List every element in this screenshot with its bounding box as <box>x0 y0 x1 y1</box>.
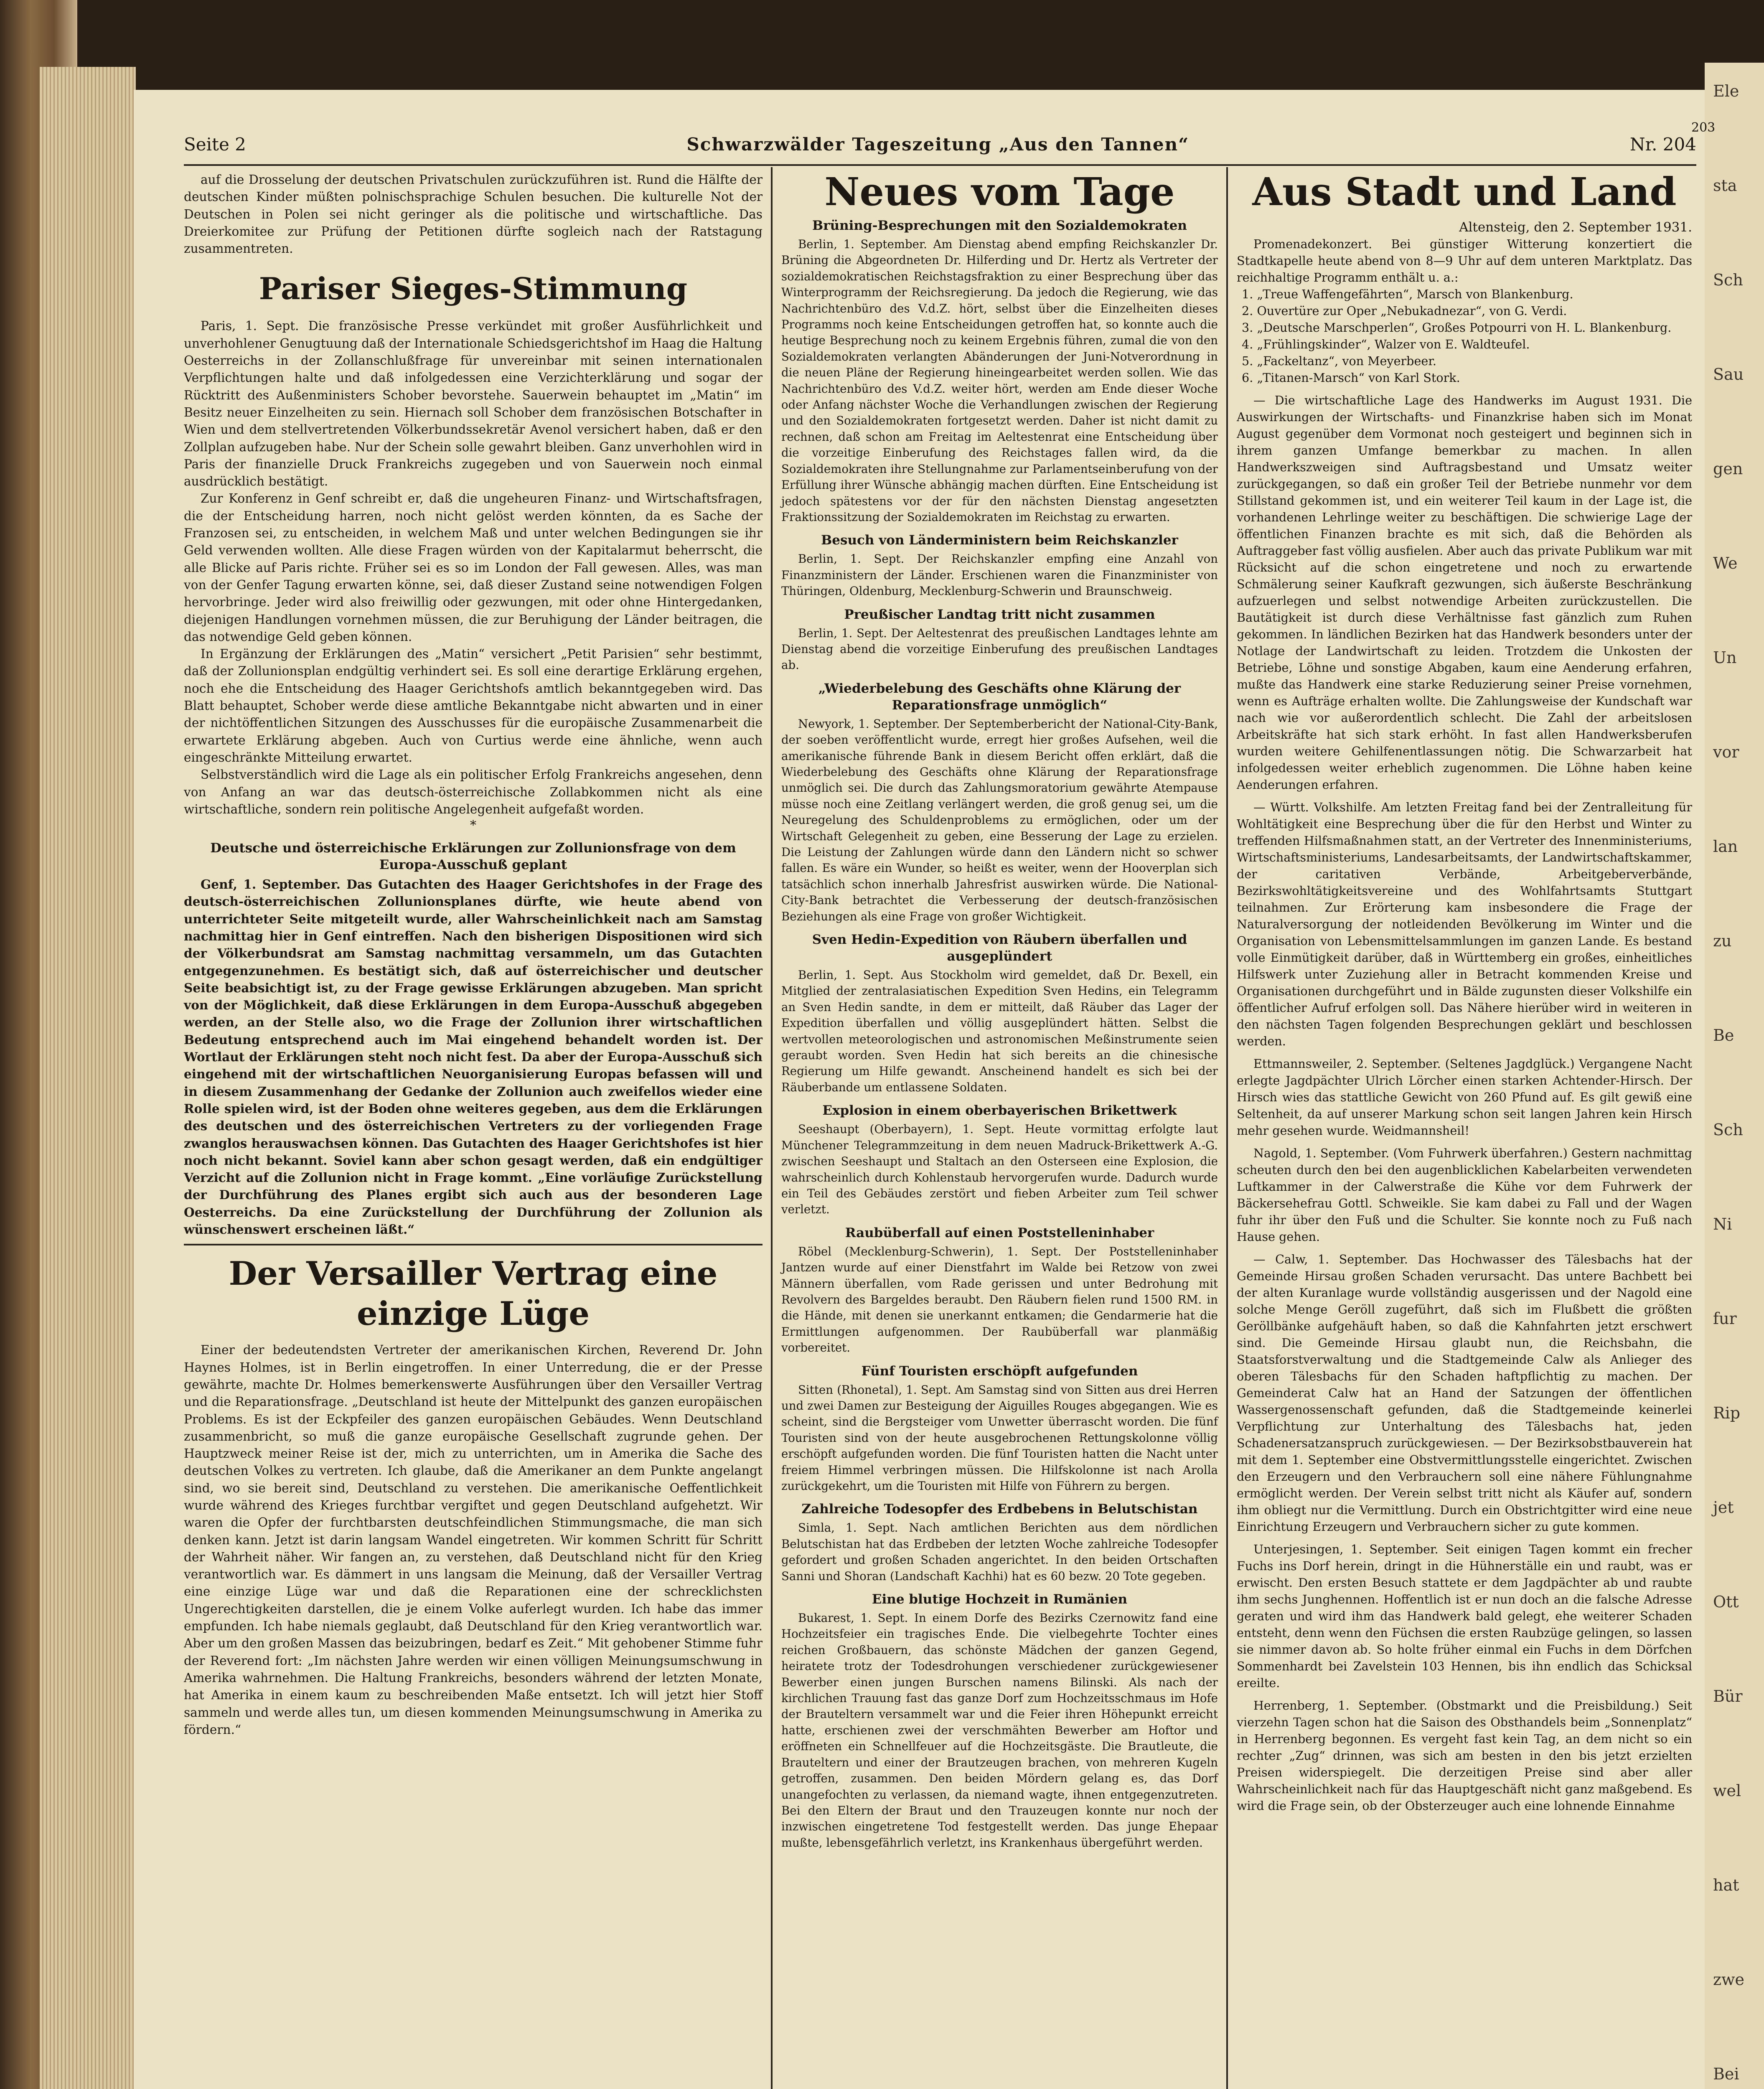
unterjesingen-paragraph: Unterjesingen, 1. September. Seit einigen Tagen kommt ein frecher Fuchs ins Dorf herein, dringt in die Hühnerställe ein und raubt, was er erwischt. Den ersten Besuch stattete er dem Jagdpächter ab und raubte ihm sechs Junghennen. Hoffentlich ist er nun doch an die falsche Adresse geraten und wird ihm das Handwerk bald gelegt, ehe weiterer Schaden entsteht, denn wenn den Füchsen die ersten Raubzüge gelingen, so lassen sie nimmer davon ab. So holte früher einmal ein Fuchs in dem Dörfchen Sommenhardt bei Zavelstein 103 Hennen, bis ihn endlich das Schicksal ereilte. <box>1237 1542 1692 1690</box>
volkshilfe-paragraph: — Württ. Volkshilfe. Am letzten Freitag fand bei der Zentralleitung für Wohltätigkeit eine Besprechung über die für den Herbst und Winter zu treffenden Hilfsmaßnahmen statt, an der Vertreter des Innenministeriums, Wirtschaftsministeriums, Landesarbeitsamts, der Landwirtschaftskammer, der caritativen Verbände, Arbeitgeberverbände, Bezirkswohltätigkeitsvereine und des Wohlfahrtsamts Stuttgart teilnahmen. Zur Erörterung kam insbesondere die Frage der Naturalversorgung der notleidenden Bevölkerung im Winter und die Organisation von Lebensmittelsammlungen im ganzen Lande. Es bestand volle Einmütigkeit darüber, daß in Württemberg ein großes, einheitliches Hilfswerk unter Zuziehung aller in Betracht kommenden Kreise und Organisationen durchgeführt und in Bälde zugunsten dieser Volkshilfe ein öffentlicher Aufruf erfolgen soll. Das Nähere hierüber wird in weiteren in den nächsten Tagen folgenden Besprechungen geklärt und beschlossen werden. <box>1237 800 1692 1048</box>
news-heading-7: Raubüberfall auf einen Poststelleninhaber <box>845 1225 1154 1240</box>
fragment-line: vor <box>1713 743 1739 761</box>
fragment-line: Be <box>1713 1026 1734 1044</box>
nagold-paragraph: Nagold, 1. September. (Vom Fuhrwerk überfahren.) Gestern nachmittag scheuten durch den bei den augenblicklichen Kabelarbeiten verwendeten Luftkammer in der Calwerstraße die Kühe vor dem Fuhrwerk der Bäckersehefrau Gottl. Schweikle. Sie kam dabei zu Fall und der Wagen fuhr ihr über den Fuß und die Schulter. Sie konnte noch zu Fuß nach Hause gehen. <box>1237 1146 1692 1244</box>
fragment-line: Sch <box>1713 1121 1743 1139</box>
news-body-8: Sitten (Rhonetal), 1. Sept. Am Samstag sind von Sitten aus drei Herren und zwei Damen zur Besteigung der Aiguilles Rouges abgegangen. Wie es scheint, sind die Bergsteiger vom Unwetter überrascht worden. Die fünf Touristen sind von der heute ausgebrochenen Rettungskolonne völlig erschöpft aufgefunden worden. Die fünf Touristen hatten die Nacht unter freiem Himmel verbringen müssen. Die Hilfskolonne ist nach Arolla zurückgekehrt, um die Touristen mit Hilfe von Führern zu bergen. <box>781 1383 1218 1493</box>
handwerk-paragraph: — Die wirtschaftliche Lage des Handwerks im August 1931. Die Auswirkungen der Wirtschafts- und Finanzkrise haben sich im Monat August gegenüber dem Vormonat noch gesteigert und beginnen sich in ihrem ganzen Umfange bemerkbar zu machen. In allen Handwerkszweigen sind Auftragsbestand und Umsatz weiter zurückgegangen, so daß ein großer Teil der Betriebe nunmehr vor dem Stillstand gekommen ist, und ein weiterer Teil kaum in der Lage ist, die vorhandenen Lehrlinge weiter zu beschäftigen. Die schwierige Lage der öffentlichen Finanzen brachte es mit sich, daß die Behörden als Auftraggeber fast völlig ausfielen. Aber auch das private Publikum war mit Rücksicht auf die schon eingetretene und noch zu erwartende Schmälerung seiner Kaufkraft gezwungen, sich äußerste Beschränkung aufzuerlegen und selbst notwendige Arbeiten zurückzustellen. Die Bautätigkeit ist durch diese Verhältnisse fast gänzlich zum Ruhen gekommen. In ländlichen Bezirken hat das Handwerk besonders unter der Notlage der Landwirtschaft zu leiden. Trotzdem die Unkosten der Betriebe, Löhne und sonstige Abgaben, kaum eine Aenderung erfahren, mußte das Handwerk eine starke Reduzierung seiner Preise vornehmen, wenn es Aufträge erhalten wollte. Die Zahlungsweise der Kundschaft war nach wie vor außerordentlich schlecht. Die Zahl der arbeitslosen Arbeitskräfte hat sich stark erhöht. In fast allen Handwerksberufen wurden weitere Gehilfenentlassungen nötig. Die Schwarzarbeit hat infolgedessen weiter erheblich zugenommen. Die Löhne haben keine Aenderungen erfahren. <box>1237 393 1693 792</box>
intro-paragraph: auf die Drosselung der deutschen Privatschulen zurückzuführen ist. Rund die Hälfte der deutschen Kinder müßten polnischsprachige Schulen besuchen. Die kulturelle Not der Deutschen in Polen sei nicht geringer als die politische und wirtschaftliche. Das Dreierkomitee zur Prüfung der Petitionen dürfte sogleich nach der Ratstagung zusammentreten. <box>184 173 763 256</box>
genf-paragraph: Genf, 1. September. Das Gutachten des Haager Gerichtshofes in der Frage des deutsch-österreichischen Zollunionsplanes dürfte, wie heute abend von unterrichteter Seite mitgeteilt wurde, aller Wahrscheinlichkeit nach am Samstag nachmittag hier in Genf eintreffen. Nach den bisherigen Dispositionen wird sich der Völkerbundsrat am Samstag nachmittag versammeln, um das Gutachten entgegenzunehmen. Es bestätigt sich, daß auf österreichischer und deutscher Seite beabsichtigt ist, zu der Frage gewisse Erklärungen abzugeben. Man spricht von der Möglichkeit, daß diese Erklärungen in dem Europa-Ausschuß abgegeben werden, an der Stelle also, wo die Frage der Zollunion ihrer wirtschaftlichen Bedeutung entsprechend auch im Mai eingehend behandelt worden ist. Der Wortlaut der Erklärungen steht noch nicht fest. Da aber der Europa-Ausschuß sich eingehend mit der wirtschaftlichen Neuorganisierung Europas befassen will und in diesem Zusammenhang der Gedanke der Zollunion auch zweifellos wieder eine Rolle spielen wird, ist der Boden ohne weiteres gegeben, aus dem die Erklärungen des deutschen und des österreichischen Vertreters zu der vorliegenden Frage zwanglos herauswachsen können. Das Gutachten des Haager Gerichtshofes ist hier noch nicht bekannt. Soviel kann aber schon gesagt werden, daß ein endgültiger Verzicht auf die Zollunion nicht in Frage kommt. „Eine vorläufige Zurückstellung der Durchführung des Planes ergibt sich auch aus der besonderen Lage Oesterreichs. Da eine Zurückstellung der Durchführung der Zollunion als wünschenswert erscheinen läßt.“ <box>184 877 763 1237</box>
news-heading-5: Sven Hedin-Expedition von Räubern überfallen und ausgeplündert <box>812 932 1187 964</box>
fragment-line: Ni <box>1713 1215 1732 1233</box>
fragment-line: zwe <box>1713 1970 1745 1989</box>
article-separator <box>184 1244 763 1245</box>
konzert-program <box>1237 286 1692 386</box>
section-title-stadt-land: Aus Stadt und Land <box>1252 169 1677 214</box>
fragment-line: We <box>1713 554 1738 572</box>
paper-name: Schwarzwälder Tageszeitung „Aus den Tannen“ <box>686 134 1190 155</box>
news-body-7: Röbel (Mecklenburg-Schwerin), 1. Sept. Der Poststelleninhaber Jantzen wurde auf einer Dienstfahrt im Walde bei Retzow von zwei Männern überfallen, vom Rade gerissen und unter Bedrohung mit Revolvern des Bargeldes beraubt. Den Räubern fielen rund 1500 RM. in die Hände, mit denen sie unerkannt entkamen; die Gendarmerie hat die Ermittlungen aufgenommen. Der Raubüberfall war planmäßig vorbereitet. <box>781 1244 1218 1355</box>
fragment-line: Bür <box>1713 1687 1743 1705</box>
fragment-line: Sch <box>1713 271 1743 289</box>
adjacent-page-edge <box>1705 63 1764 2089</box>
news-body-3: Berlin, 1. Sept. Der Aeltestenrat des preußischen Landtages lehnte am Dienstag abend die vorzeitige Einberufung des preußischen Landtages ab. <box>781 626 1218 672</box>
column-1 <box>184 171 763 1738</box>
news-heading-1: Brüning-Besprechungen mit den Sozialdemokraten <box>812 218 1187 233</box>
paris-paragraph-3: In Ergänzung der Erklärungen des „Matin“ versichert „Petit Parisien“ sehr bestimmt, daß der Zollunionsplan endgültig verhindert sei. Es soll eine derartige Erklärung ergehen, noch ehe die Entscheidung des Haager Gerichtshofs amtlich bekanntgegeben wird. Das Blatt behauptet, Schober werde diese amtliche Bekanntgabe nicht abwarten und in einer der nichtöffentlichen Sitzungen des Ausschusses für die europäische Zusammenarbeit die erwartete Erklärung abgeben. Auch von Curtius werde eine ähnliche, wenn auch eingeschränkte Mitteilung erwartet. <box>184 647 763 765</box>
fragment-line: jet <box>1713 1498 1734 1517</box>
herrenberg-paragraph: Herrenberg, 1. September. (Obstmarkt und die Preisbildung.) Seit vierzehn Tagen schon hat die Saison des Obsthandels beim „Sonnenplatz“ in Herrenberg begonnen. Es vergeht fast kein Tag, an dem nicht so ein rechter „Zug“ drinnen, was sich am besten in den bis jetzt erzielten Preisen widerspiegelt. Die derzeitigen Preise sind aber aller Wahrscheinlichkeit nach für das Hauptgeschäft nicht ganz maßgebend. Es wird die Frage sein, ob der Obsterzeuger auch eine lohnende Einnahme <box>1237 1698 1692 1813</box>
news-heading-10: Eine blutige Hochzeit in Rumänien <box>872 1592 1128 1607</box>
zollunion-heading: Deutsche und österreichische Erklärungen zur Zollunionsfrage von dem Europa-Ausschuß geplant <box>210 841 736 873</box>
fragment-line: zu <box>1713 932 1732 950</box>
section-star: * <box>470 818 476 833</box>
news-body-1: Berlin, 1. September. Am Dienstag abend empfing Reichskanzler Dr. Brüning die Abgeordneten Dr. Hilferding und Dr. Hertz als Vertreter der sozialdemokratischen Reichstagsfraktion zu einer Besprechung über das Winterprogramm der Reichsregierung. Da jedoch die Regierung, wie das Nachrichtenbüro des V.d.Z. hört, selbst über die Einzelheiten dieses Programms noch keine Entscheidungen getroffen hat, so konnte auch die heutige Besprechung noch zu keinem Ergebnis führen, zumal die von den Sozialdemokraten verlangten Abänderungen der Juni-Notverordnung in die neuen Pläne der Regierung hineingearbeitet werden sollen. Wie das Nachrichtenbüro des V.d.Z. weiter hört, werden am Ende dieser Woche oder Anfang nächster Woche die Verhandlungen zwischen der Regierung und den Sozialdemokraten fortgesetzt werden. Daher ist nicht damit zu rechnen, daß schon am Freitag im Aeltestenrat eine Entscheidung über die vorzeitige Einberufung des Reichstages fallen wird, da die Sozialdemokraten ihre Stellungnahme zur Parlamentseinberufung von der Erfüllung ihrer Wünsche abhängig machen dürften. Eine Entscheidung ist jedoch spätestens vor der für den nächsten Dienstag angesetzten Fraktionssitzung der Sozialdemokraten im Reichstag zu erwarten. <box>781 237 1218 524</box>
article-title-paris: Pariser Sieges-Stimmung <box>259 271 688 307</box>
paris-paragraph-4: Selbstverständlich wird die Lage als ein politischer Erfolg Frankreichs angesehen, denn von Anfang an war das deutsch-österreichische Zollabkommen nicht als eine wirtschaftliche, sondern rein politische Angelegenheit aufgefaßt worden. <box>184 767 763 816</box>
paris-paragraph-2: Zur Konferenz in Genf schreibt er, daß die ungeheuren Finanz- und Wirtschaftsfragen, die der Entscheidung harren, noch nicht gelöst werden könnten, da es Sache der Franzosen sei, zu entscheiden, in welchem Maß und unter welchen Bedingungen sie ihr Geld verwenden wollten. Alle diese Fragen würden von der Kapitalarmut beherrscht, die alle Blicke auf Paris richte. Früher sei es so im London der Fall gewesen. Alles, was man von der Genfer Tagung erwarten könne, sei, daß dieser Zustand seine notwendigen Folgen hervorbringe. Jeder wird also freiwillig oder gezwungen, mit oder ohne Hintergedanken, diejenigen Handlungen vornehmen müssen, die zur Beruhigung der Länder beitragen, die das notwendige Geld geben können. <box>184 491 763 644</box>
fragment-line: Un <box>1713 648 1737 667</box>
calw-paragraph: — Calw, 1. September. Das Hochwasser des Tälesbachs hat der Gemeinde Hirsau großen Schaden verursacht. Das untere Bachbett bei der alten Kuranlage wurde vollständig ausgerissen und der Nagold eine solche Menge Geröll zugeführt, daß sich im Flußbett die größten Geröllbänke aufgehäuft haben, so daß die Kahnfahrten jetzt erschwert sind. Die Gemeinde Hirsau glaubt nun, die Reichsbahn, die Staatsforstverwaltung und die Stadtgemeinde Calw als Anlieger des oberen Tälesbachs für den Schaden haftpflichtig zu machen. Der Gemeinderat Calw hat an Hand der Satzungen der öffentlichen Wassergenossenschaft gefunden, daß die Stadtgemeinde keinerlei Verpflichtung zur Unterhaltung des Tälesbachs hat, jeden Schadenersatzanspruch zurückgewiesen. — Der Bezirksobstbauverein hat mit dem 1. September eine Obstvermittlungsstelle eingerichtet. Zwischen den Erzeugern und den Verbrauchern soll eine nähere Fühlungnahme ermöglicht werden. Der Verein selbst tritt nicht als Käufer auf, sondern ihm obliegt nur die Vermittlung. Durch ein Obstrichtgitter wird eine neue Einrichtung Erzeugern und Verbrauchern sicher zu gute kommen. <box>1237 1252 1692 1534</box>
column-3 <box>1237 171 1692 1814</box>
news-body-2: Berlin, 1. Sept. Der Reichskanzler empfing eine Anzahl von Finanzministern der Länder. Erschienen waren die Finanzminister von Thüringen, Oldenburg, Mecklenburg-Schwerin und Braunschweig. <box>781 552 1218 598</box>
adjacent-page-fragments <box>1705 63 1764 2089</box>
news-heading-8: Fünf Touristen erschöpft aufgefunden <box>861 1363 1138 1379</box>
page-header <box>184 125 1696 163</box>
fragment-line: gen <box>1713 460 1743 478</box>
column-rule-1 <box>771 167 773 2089</box>
header-rule <box>184 164 1696 166</box>
fragment-line: Sau <box>1713 365 1744 384</box>
page-stamp: 203 <box>1691 120 1716 135</box>
konzert-paragraph: Promenadekonzert. Bei günstiger Witterung konzertiert die Stadtkapelle heute abend von 8—9 Uhr auf dem unteren Marktplatz. Das reichhaltige Programm enthält u. a.: <box>1237 237 1692 285</box>
issue-number: Nr. 204 <box>1629 134 1696 155</box>
news-body-10: Bukarest, 1. Sept. In einem Dorfe des Bezirks Czernowitz fand eine Hochzeitsfeier ein tragisches Ende. Die vielbegehrte Tochter eines reichen Großbauern, das schönste Mädchen der ganzen Gegend, heiratete trotz der Todesdrohungen verschiedener zurückgewiesener Bewerber einen jungen Burschen namens Bilinski. Als nach der kirchlichen Trauung fast das ganze Dorf zum Hochzeitsschmaus im Hofe der Brauteltern versammelt war und die Feier ihren Höhepunkt erreicht hatte, erschienen zwei der verschmähten Bewerber am Hoftor und eröffneten ein Schnellfeuer auf die Hochzeitsgäste. Die Brautleute, die Brauteltern und einer der Brautzeugen brachen, von mehreren Kugeln getroffen, zusammen. Den beiden Mördern gelang es, das Dorf unangefochten zu verlassen, da niemand wagte, ihnen entgegenzutreten. Bei den Eltern der Braut und den Trauzeugen konnte nur noch der inzwischen eingetretene Tod festgestellt werden. Das junge Ehepaar mußte, lebensgefährlich verletzt, ins Krankenhaus übergeführt werden. <box>781 1611 1218 1850</box>
program-item: 4. „Frühlingskinder“, Walzer von E. Waldteufel. <box>1242 337 1530 351</box>
fragment-line: hat <box>1713 1876 1739 1894</box>
program-item: 3. „Deutsche Marschperlen“, Großes Potpourri von H. L. Blankenburg. <box>1242 320 1672 335</box>
program-item: 2. Ouvertüre zur Oper „Nebukadnezar“, von G. Verdi. <box>1242 304 1567 318</box>
program-item: 1. „Treue Waffengefährten“, Marsch von Blankenburg. <box>1242 287 1573 301</box>
news-body-4: Newyork, 1. September. Der Septemberbericht der National-City-Bank, der soeben veröffentlicht wurde, erregt hier großes Aufsehen, weil die amerikanische führende Bank in diesem Bericht offen erklärt, daß die Wiederbelebung des Geschäfts ohne Klärung der Reparationsfrage unmöglich sei. Die durch das Zahlungsmoratorium gewährte Atempause müsse noch eine Zeitlang verlängert werden, die groß genug sei, um die Neuregelung des Schuldenproblems zu ermöglichen, oder um der Wirtschaft Gelegenheit zu geben, eine Besserung der Lage zu erzielen. Die Leistung der Zahlungen würde dann den Ländern nicht so schwer fallen. Es wäre ein Wunder, so heißt es weiter, wenn der Hooverplan sich tatsächlich schon innerhalb Jahresfrist auswirken würde. Die National-City-Bank betrachtet die Verbesserung der deutsch-französischen Beziehungen als eine Frage von großer Wichtigkeit. <box>781 717 1218 923</box>
section-title-neues: Neues vom Tage <box>824 169 1175 214</box>
news-heading-9: Zahlreiche Todesopfer des Erdbebens in Belutschistan <box>801 1502 1198 1517</box>
fragment-line: Rip <box>1713 1404 1741 1422</box>
fragment-line: fur <box>1713 1309 1737 1328</box>
fragment-line: sta <box>1713 176 1737 195</box>
program-item: 6. „Titanen-Marsch“ von Karl Stork. <box>1242 371 1460 385</box>
fragment-line: Bei <box>1713 2065 1739 2083</box>
news-heading-3: Preußischer Landtag tritt nicht zusammen <box>844 607 1155 622</box>
column-2 <box>781 171 1218 1851</box>
versailles-paragraph: Einer der bedeutendsten Vertreter der amerikanischen Kirchen, Reverend Dr. John Haynes Holmes, ist in Berlin eingetroffen. In einer Unterredung, die er der Presse gewährte, machte Dr. Holmes bemerkenswerte Ausführungen über den Versailler Vertrag und die Reparationsfrage. „Deutschland ist heute der Mittelpunkt des ganzen europäischen Problems. Es ist der Eckpfeiler des ganzen europäischen Gebäudes. Wenn Deutschland zusammenbricht, so muß die ganze europäische Gesellschaft zugrunde gehen. Der Hauptzweck meiner Reise ist der, mich zu unterrichten, um in Amerika die Sache des deutschen Volkes zu vertreten. Ich glaube, daß die Amerikaner an dem Punkte angelangt sind, wo sie bereit sind, Deutschland zu verstehen. Die amerikanische Oeffentlichkeit wurde während des Krieges furchtbar vergiftet und gegen Deutschland aufgehetzt. Wir waren die Opfer der furchtbarsten deutschfeindlichen Stimmungsmache, die man sich denken kann. Jetzt ist darin langsam Wandel eingetreten. Wir kommen Schritt für Schritt der Wahrheit näher. Wir fangen an, zu verstehen, daß Deutschland nicht für den Krieg verantwortlich war. Es dämmert in uns langsam die Meinung, daß der Versailler Vertrag eine einzige Lüge war und daß die Reparationen eine der schrecklichsten Ungerechtigkeiten darstellen, die je einem Volke auferlegt wurden. Ich habe das immer empfunden. Ich habe niemals geglaubt, daß Deutschland für den Krieg verantwortlich war. Aber um den großen Massen das beizubringen, bedarf es Zeit.“ Mit gehobener Stimme fuhr der Reverend fort: „Im nächsten Jahre werden wir einen völligen Meinungsumschwung in Amerika wahrnehmen. Die Haltung Frankreichs, besonders während der letzten Monate, hat Amerika in einem kaum zu beschreibenden Maße entsetzt. Ich will jetzt hier Stoff sammeln und werde alles tun, um diesen kommenden Meinungsumschwung in Amerika zu fördern.“ <box>184 1343 763 1737</box>
program-item: 5. „Fackeltanz“, von Meyerbeer. <box>1242 354 1436 368</box>
news-body-5: Berlin, 1. Sept. Aus Stockholm wird gemeldet, daß Dr. Bexell, ein Mitglied der zentralasiatischen Expedition Sven Hedins, ein Telegramm an Sven Hedin sandte, in dem er mitteilt, daß Räuber das Lager der Expedition überfallen und völlig ausgeplündert hätten. Selbst die wertvollen meteorologischen und astronomischen Meßinstrumente seien geraubt worden. Sven Hedin hat sich bereits an die chinesische Regierung um Hilfe gewandt. Anscheinend handelt es sich bei der Räuberbande um entlassene Soldaten. <box>781 968 1218 1094</box>
ettmannsweiler-paragraph: Ettmannsweiler, 2. September. (Seltenes Jagdglück.) Vergangene Nacht erlegte Jagdpächter Ulrich Lörcher einen starken Achtender-Hirsch. Der Hirsch wies das stattliche Gewicht von 260 Pfund auf. Es gilt gewiß eine Seltenheit, da auf unserer Markung schon seit langen Jahren kein Hirsch mehr gesehen wurde. Weidmannsheil! <box>1237 1057 1692 1138</box>
fragment-line: lan <box>1713 837 1738 856</box>
fragment-line: Ele <box>1713 82 1739 100</box>
page-label: Seite 2 <box>184 134 246 155</box>
fragment-line: Ott <box>1713 1593 1739 1611</box>
article-title-versailles: Der Versailler Vertrag eine einzige Lüge <box>229 1255 718 1333</box>
news-heading-4: „Wiederbelebung des Geschäfts ohne Klärung der Reparationsfrage unmöglich“ <box>818 681 1181 713</box>
column-rule-2 <box>1226 167 1228 2089</box>
news-body-9: Simla, 1. Sept. Nach amtlichen Berichten aus dem nördlichen Belutschistan hat das Erdbeben der letzten Woche zahlreiche Todesopfer gefordert und großen Schaden angerichtet. In den beiden Ortschaften Sanni und Shoran (Landschaft Kachhi) hat es 60 bezw. 20 Tote gegeben. <box>781 1521 1218 1583</box>
news-heading-6: Explosion in einem oberbayerischen Brikettwerk <box>822 1103 1177 1118</box>
news-heading-2: Besuch von Länderministern beim Reichskanzler <box>821 533 1178 548</box>
dateline: Altensteig, den 2. September 1931. <box>1459 220 1692 235</box>
paris-paragraph-1: Paris, 1. Sept. Die französische Presse verkündet mit großer Ausführlichkeit und unverhohlener Genugtuung daß der Internationale Schiedsgerichtshof im Haag die Haltung Oesterreichs in der Zollanschlußfrage für unvereinbar mit seinen internationalen Verpflichtungen halte und daß infolgedessen eine Verzichterklärung und sogar der Rücktritt des Außenministers Schober bevorstehe. Sauerwein behauptet im „Matin“ im Besitz neuer Einzelheiten zu sein. Hiernach soll Schober dem französischen Botschafter in Wien und dem stellvertretenden Völkerbundssekretär Avenol versichert haben, daß er den Zollplan aufzugeben habe. Nur der Schein solle gewahrt bleiben. Ganz unverhohlen wird in Paris der finanzielle Druck Frankreichs zugegeben und von Sauerwein noch einmal ausdrücklich bestätigt. <box>184 319 763 489</box>
fragment-line: wel <box>1713 1781 1741 1800</box>
page-edges <box>40 67 136 2089</box>
news-body-6: Seeshaupt (Oberbayern), 1. Sept. Heute vormittag erfolgte laut Münchener Telegrammzeitung in dem neuen Madruck-Brikettwerk A.-G. zwischen Seeshaupt und Staltach an den Osterseen eine Explosion, die wahrscheinlich durch Kohlenstaub hervorgerufen wurde. Dadurch wurde ein Teil des Gebäudes zerstört und fieben Arbeiter zum Teil schwer verletzt. <box>781 1122 1218 1217</box>
